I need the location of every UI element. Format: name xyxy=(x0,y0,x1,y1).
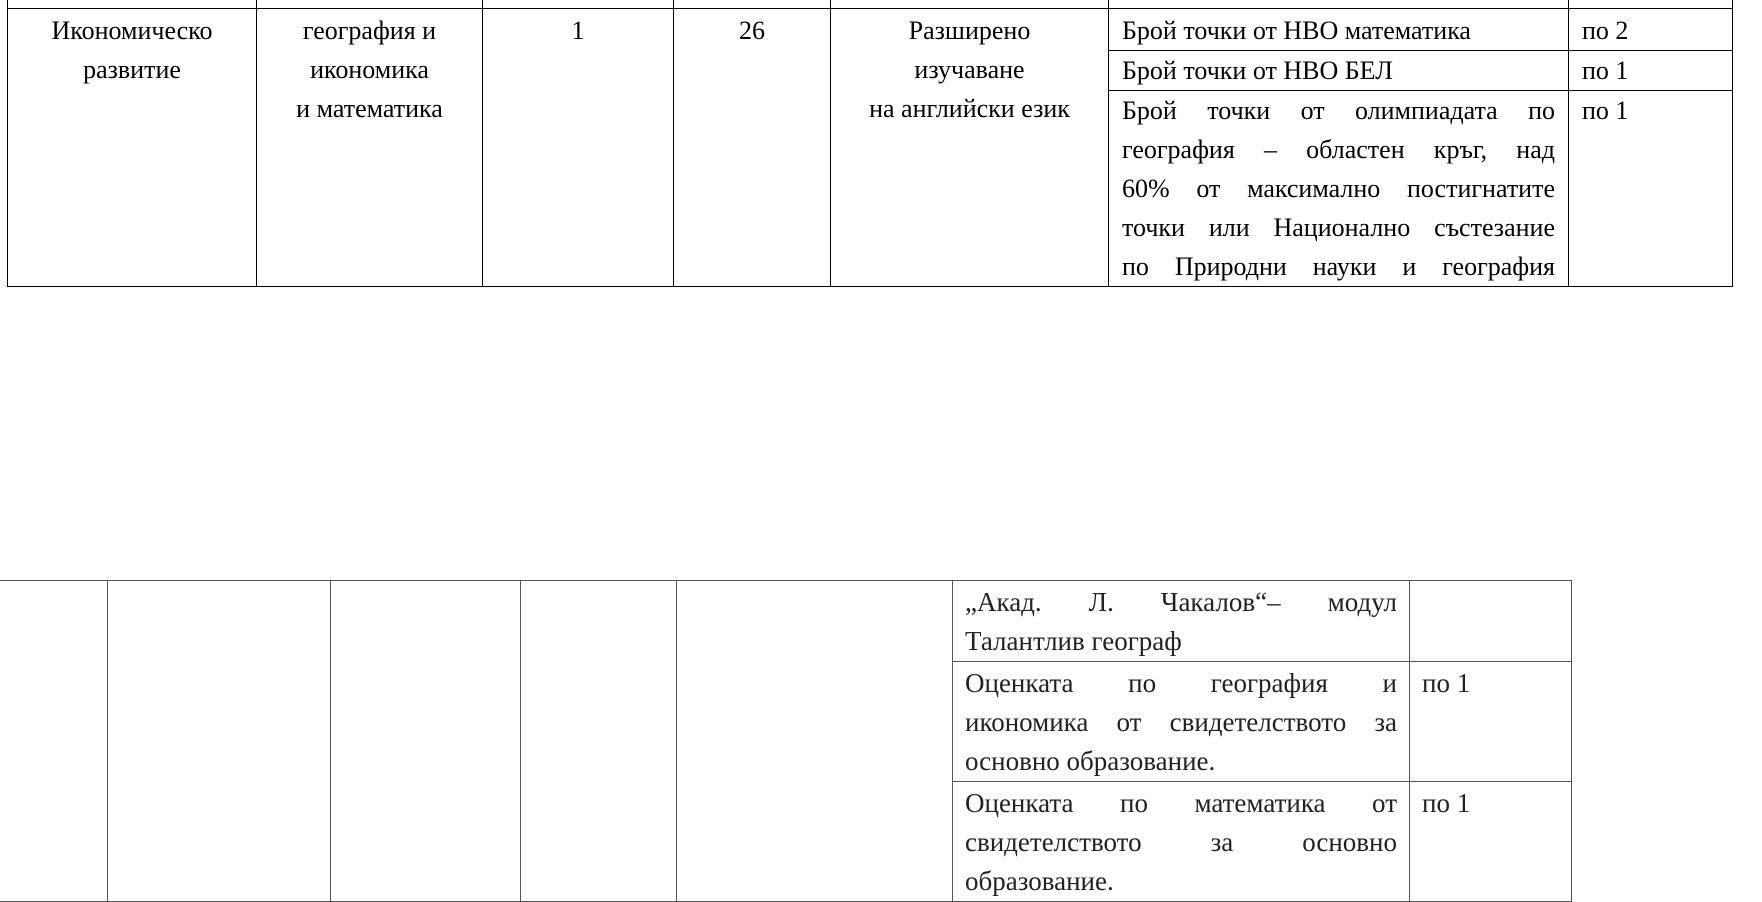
coefficient-cell: по 1 xyxy=(1410,782,1572,902)
area-cell xyxy=(0,581,108,902)
table-row-stub xyxy=(8,0,1733,9)
criterion-cell: „Акад. Л. Чакалов“– модул Талантлив географ xyxy=(953,581,1410,662)
classes-cell xyxy=(331,581,521,902)
criterion-cell: Оценката по география и икономика от свидетелството за основно образование. xyxy=(953,662,1410,782)
area-cell: Икономическо развитие xyxy=(8,9,257,287)
coefficient-cell xyxy=(1410,581,1572,662)
coefficient-cell: по 1 xyxy=(1410,662,1572,782)
coefficient-cell: по 1 xyxy=(1569,51,1733,91)
criterion-cell: Брой точки от НВО БЕЛ xyxy=(1109,51,1569,91)
students-cell xyxy=(521,581,677,902)
table-row xyxy=(8,9,1733,51)
classes-cell: 1 xyxy=(483,9,674,287)
criterion-cell: Брой точки от олимпиадата по география – областен кръг, над 60% от максимално постигнатите точки или Национално състезание по Природни науки и география xyxy=(1109,91,1569,287)
coefficient-cell: по 2 xyxy=(1569,9,1733,51)
table-row xyxy=(0,581,1572,662)
language-cell: Разширено изучаване на английски език xyxy=(831,9,1109,287)
language-cell xyxy=(677,581,953,902)
admission-table-top xyxy=(7,0,1733,287)
profile-cell xyxy=(108,581,331,902)
coefficient-cell: по 1 xyxy=(1569,91,1733,287)
students-cell: 26 xyxy=(674,9,831,287)
admission-table-continuation xyxy=(0,580,1572,902)
profile-cell: география и икономика и математика xyxy=(257,9,483,287)
criterion-cell: Брой точки от НВО математика xyxy=(1109,9,1569,51)
criterion-cell: Оценката по математика от свидетелството за основно образование. xyxy=(953,782,1410,902)
